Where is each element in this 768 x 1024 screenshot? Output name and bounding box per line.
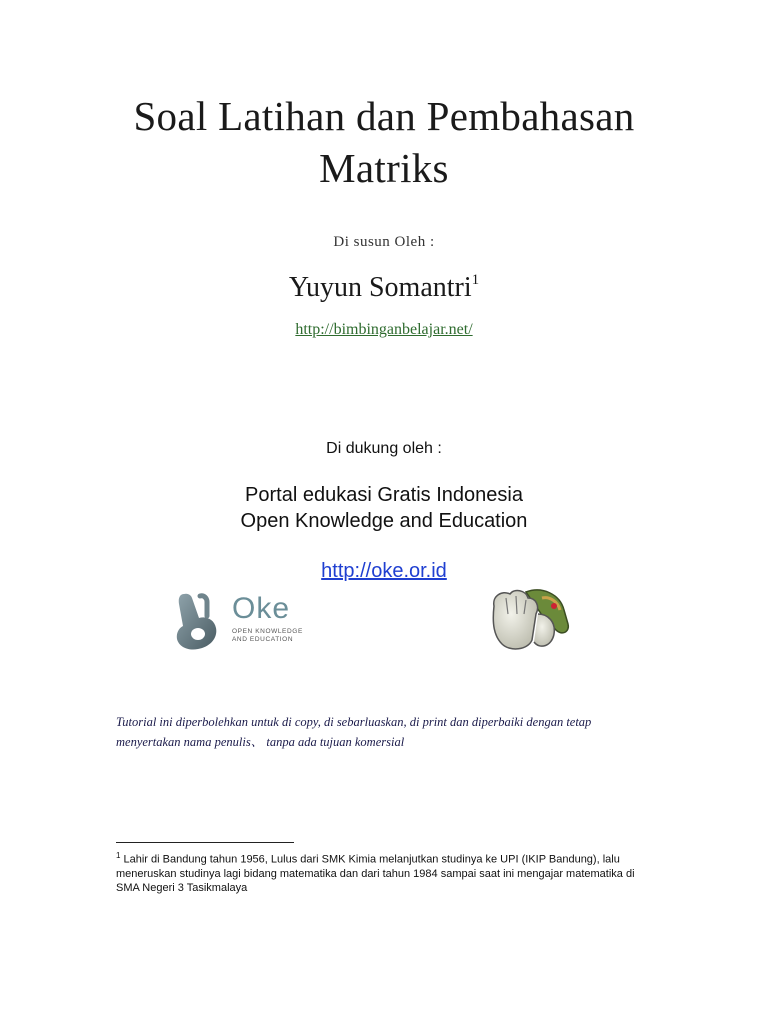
oke-logo-subtitle-line-2: AND EDUCATION [232, 636, 294, 643]
author-url-row [0, 321, 768, 339]
support-org-line-1: Portal edukasi Gratis Indonesia [245, 484, 523, 506]
mascot-hands-icon [484, 584, 578, 656]
oke-url-link[interactable]: http://oke.or.id [321, 560, 447, 582]
support-url-row [0, 560, 768, 583]
author-name: Yuyun Somantri [288, 272, 472, 303]
disclaimer-line-2-start: menyertakan nama penulis [116, 735, 251, 749]
oke-logo-word: Oke [232, 592, 291, 625]
disclaimer-line-1: Tutorial ini diperbolehkan untuk di copy, di sebarluaskan, di print dan diperbaiki dengan tetap [116, 715, 592, 729]
disclaimer-line-2-end: tanpa ada tujuan komersial [266, 735, 405, 749]
disclaimer-line-2 [116, 732, 656, 752]
author-name-block [0, 272, 768, 304]
oke-logo-subtitle [232, 628, 303, 644]
byline: Di susun Oleh : [333, 234, 435, 250]
license-disclaimer [116, 712, 656, 752]
author-url-link[interactable]: http://bimbinganbelajar.net/ [295, 321, 473, 338]
document-title-line-2: Matriks [319, 145, 449, 191]
footnote [116, 849, 656, 895]
support-label: Di dukung oleh : [326, 440, 442, 457]
oke-logo [170, 588, 328, 652]
footnote-mark: 1 [116, 851, 121, 860]
support-org-line-2: Open Knowledge and Education [240, 510, 528, 532]
document-title-line-1: Soal Latihan dan Pembahasan [133, 93, 635, 139]
author-footnote-mark: 1 [471, 271, 480, 288]
footnote-divider [116, 842, 294, 843]
disclaimer-separator: 、 [250, 735, 264, 749]
oke-hand-icon [170, 588, 230, 652]
oke-logo-subtitle-line-1: OPEN KNOWLEDGE [232, 628, 303, 635]
mascot-image [484, 584, 578, 656]
footnote-text: Lahir di Bandung tahun 1956, Lulus dari SMK Kimia melanjutkan studinya ke UPI (IKIP Bandung), lalu meneruskan studinya lagi bidang matematika dan dari tahun 1984 sampai saat ini mengajar matematika di SMA Negeri 3 Tasikmalaya [116, 853, 635, 894]
